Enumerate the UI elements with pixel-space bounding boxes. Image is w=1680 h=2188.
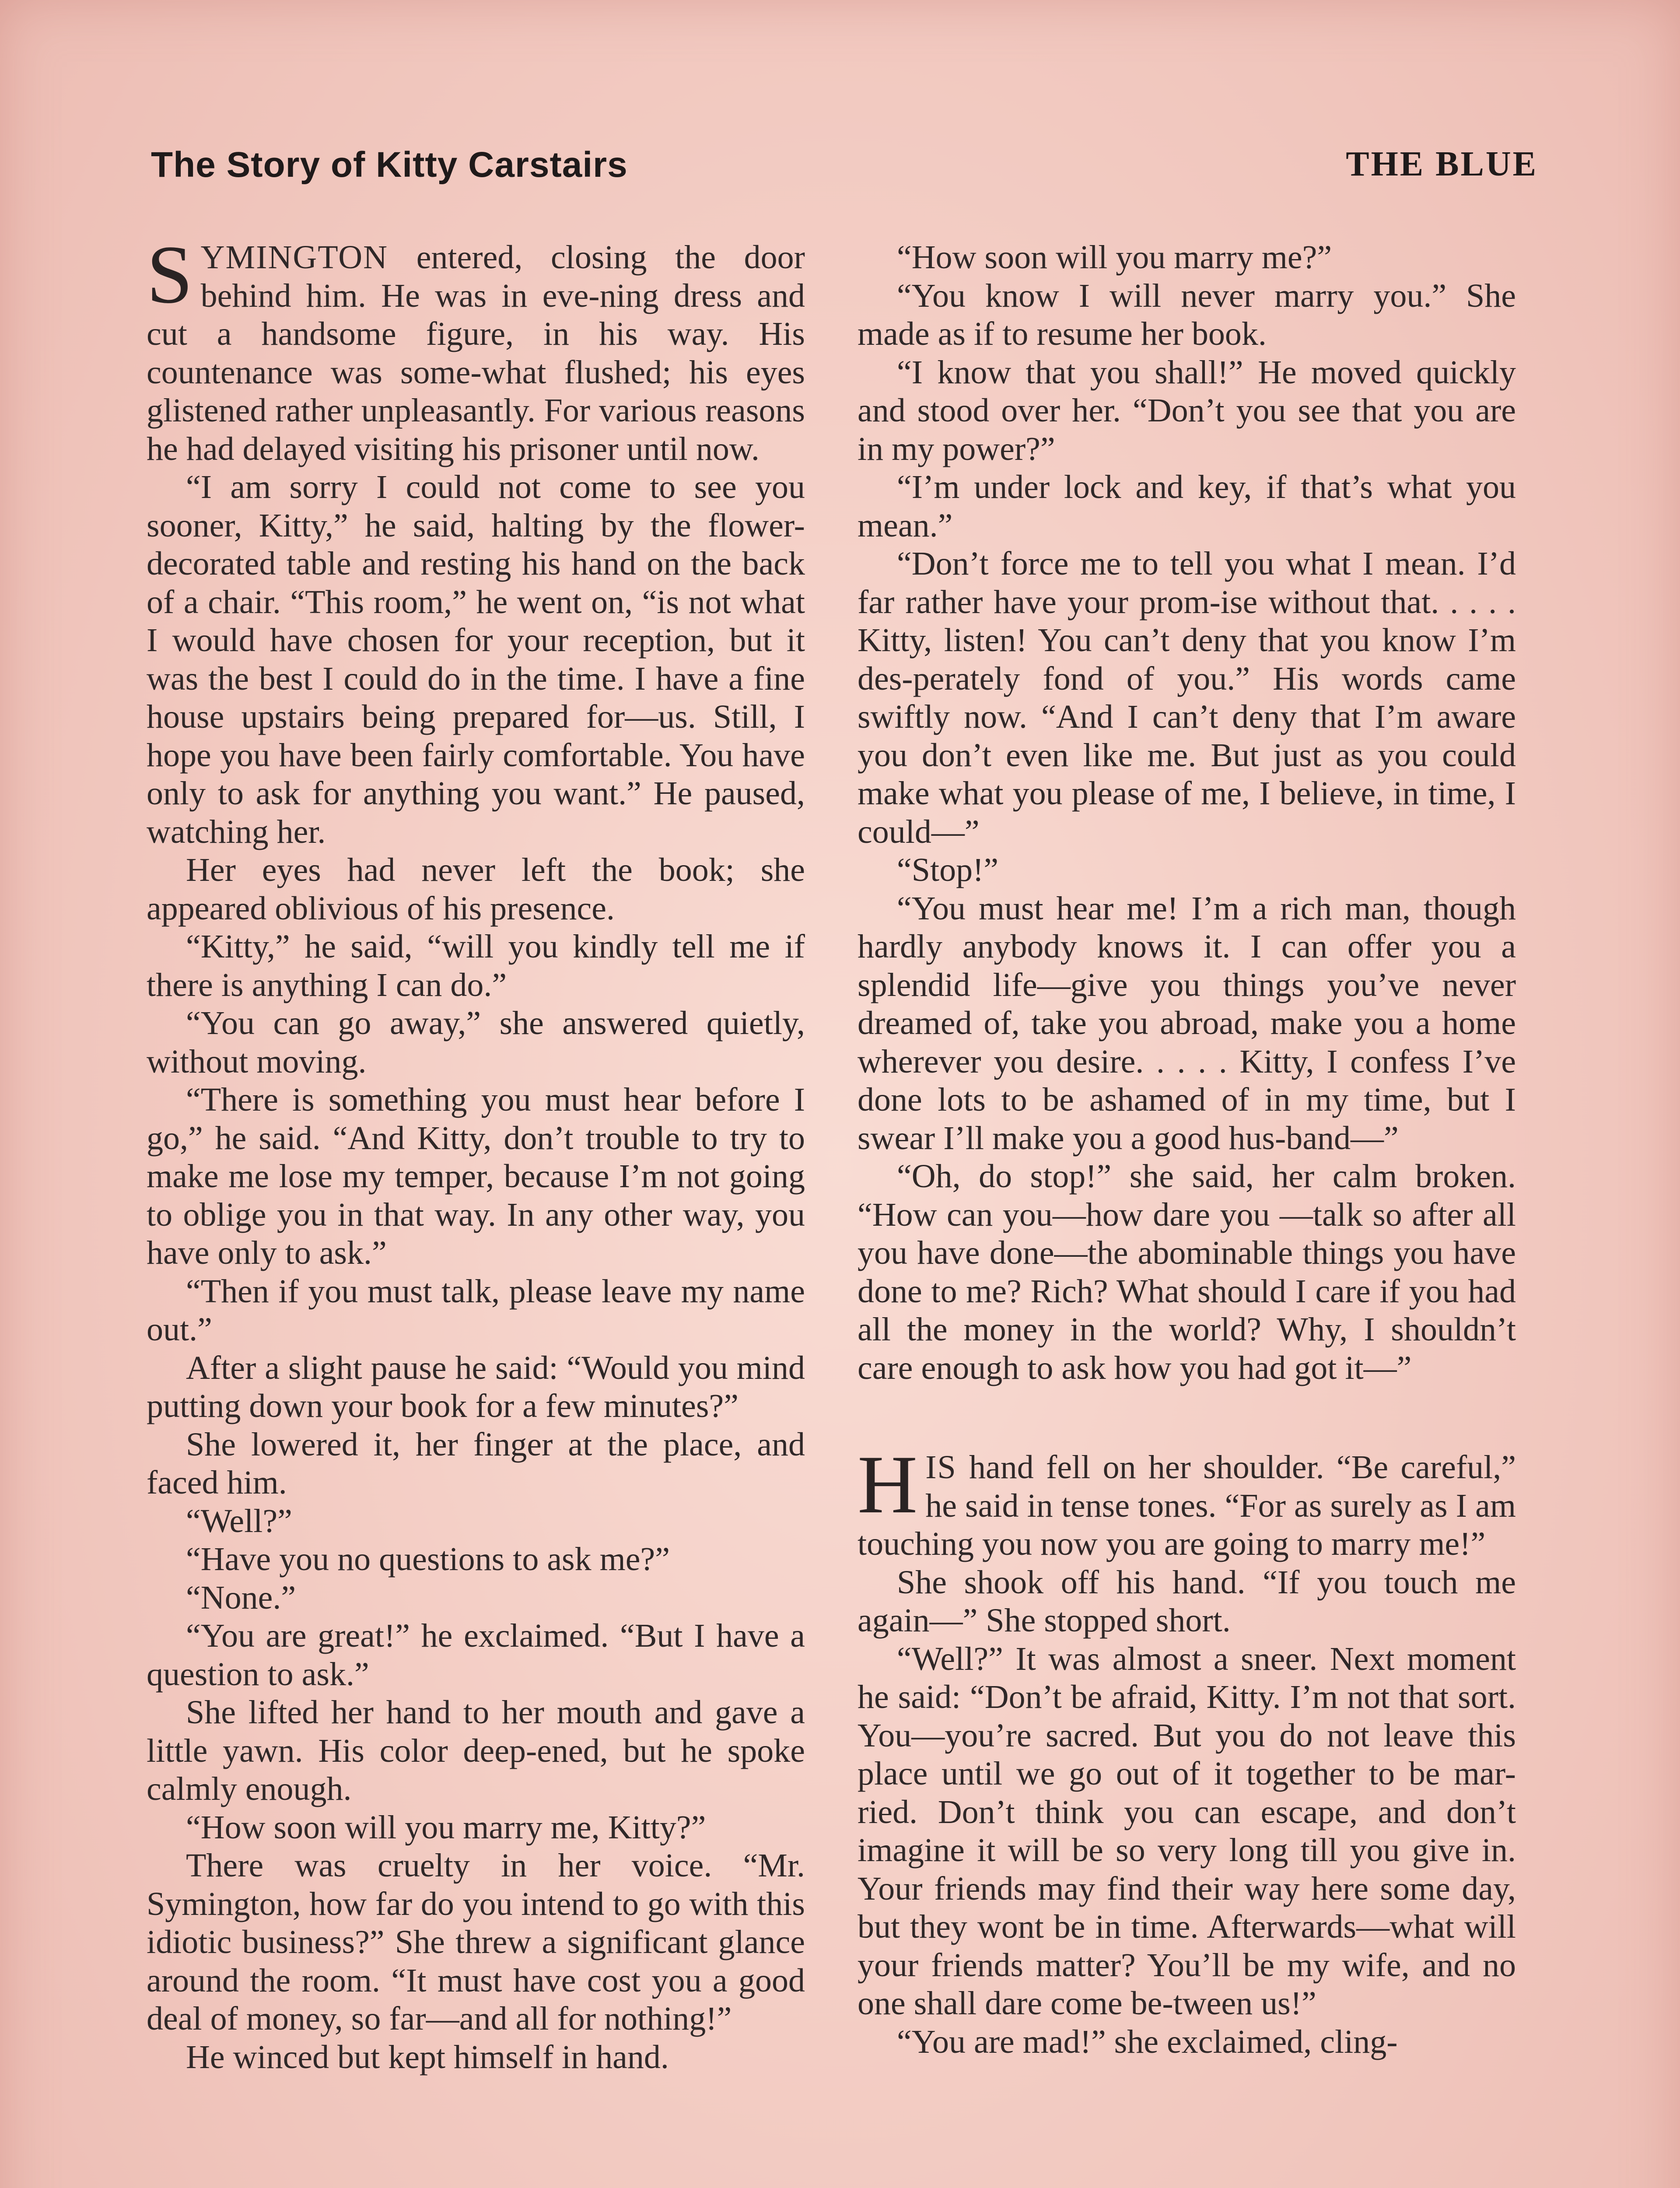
paragraph: “You are great!” he exclaimed. “But I have a question to ask.” [147,1617,805,1693]
paragraph: “You are mad!” she exclaimed, cling- [897,2023,1398,2060]
opening-word: YMINGTON [200,239,388,276]
paragraph: She lifted her hand to her mouth and gave a little yawn. His color deep-ened, but he spoke calmly enough. [147,1694,805,1807]
paragraph: She lowered it, her finger at the place, and faced him. [147,1426,805,1501]
paragraph: “I know that you shall!” He moved quickly and stood over her. “Don’t you see that you are in my power?” [858,354,1516,467]
section-break [858,1387,1516,1448]
paragraph: “None.” [186,1579,296,1616]
paragraph: “Well?” [186,1502,292,1539]
paragraph-text: entered, closing the door behind him. He was in eve-ning dress and cut a handsome figure, in his way. His countenance was some-what flushed; his eyes glistened rather unpleasantly. For various reasons he had delayed visiting his prisoner until now. [147,239,805,467]
drop-cap: H [858,1439,918,1531]
paragraph: She shook off his hand. “If you touch me again—” She stopped short. [858,1564,1516,1639]
paragraph: “Don’t force me to tell you what I mean. I’d far rather have your prom-ise without that. . . . . Kitty, listen! You can’t deny that you know I’m des-perately fond of you.” His words came swiftly now. “And I can’t deny that I’m aware you don’t even like me. But just as you could make what you please of me, I believe, in time, I could—” [858,545,1516,850]
paragraph: “Well?” It was almost a sneer. Next moment he said: “Don’t be afraid, Kitty. I’m not that sort. You—you’re sacred. But you do not leave this place until we go out of it together to be mar-ried. Don’t think you can escape, and don’t imagine it will be so very long till you give in. Your friends may find their way here some day, but they wont be in time. Afterwards—what will your friends matter? You’ll be my wife, and no one shall dare come be-tween us!” [858,1640,1516,2022]
paragraph: He winced but kept himself in hand. [186,2038,669,2076]
right-column [858,238,1516,2061]
drop-cap: S [147,229,193,321]
paragraph: Her eyes had never left the book; she appeared oblivious of his presence. [147,852,805,927]
paragraph: “There is something you must hear before I go,” he said. “And Kitty, don’t trouble to try to make me lose my temper, because I’m not going to oblige you in that way. In any other way, you have only to ask.” [147,1081,805,1271]
paragraph: “Then if you must talk, please leave my name out.” [147,1273,805,1348]
opening-word: IS [925,1449,957,1486]
running-header [151,144,1538,197]
paragraph: “I’m under lock and key, if that’s what you mean.” [858,469,1516,544]
opening-paragraph [147,229,805,468]
section-opening-paragraph [858,1439,1516,1564]
paragraph: “You must hear me! I’m a rich man, though hardly anybody knows it. I can offer you a splendid life—give you things you’ve never dreamed of, take you abroad, make you a home wherever you desire. . . . . Kitty, I confess I’ve done lots to be ashamed of in my time, but I swear I’ll make you a good hus-band—” [858,890,1516,1157]
left-column [147,229,805,2076]
paragraph-text: hand fell on her shoulder. “Be careful,” he said in tense tones. “For as surely as I am touching you now you are going to marry me!” [858,1449,1516,1562]
paragraph: “You know I will never marry you.” She made as if to resume her book. [858,277,1516,352]
paragraph: “You can go away,” she answered quietly, without moving. [147,1005,805,1080]
paragraph: “Oh, do stop!” she said, her calm broken. “How can you—how dare you —talk so after all you have done—the abominable things you have done to me? Rich? What should I care if you had all the money in the world? Why, I shouldn’t care enough to ask how you had got it—” [858,1158,1516,1386]
paragraph: “Kitty,” he said, “will you kindly tell me if there is anything I can do.” [147,928,805,1003]
paragraph: After a slight pause he said: “Would you mind putting down your book for a few minutes?” [147,1349,805,1424]
paragraph: “How soon will you marry me, Kitty?” [186,1809,706,1846]
paragraph: “Stop!” [897,852,999,888]
story-title: The Story of Kitty Carstairs [151,145,628,185]
paragraph: “How soon will you marry me?” [897,239,1332,276]
paragraph: “I am sorry I could not come to see you sooner, Kitty,” he said, halting by the flower-decorated table and resting his hand on the back of a chair. “This room,” he went on, “is not what I would have chosen for your reception, but it was the best I could do in the time. I have a fine house upstairs being prepared for—us. Still, I hope you have been fairly comfortable. You have only to ask for anything you want.” He paused, watching her. [147,469,805,850]
magazine-name: THE BLUE [1346,145,1538,183]
paragraph: There was cruelty in her voice. “Mr. Symington, how far do you intend to go with this idiotic business?” She threw a significant glance around the room. “It must have cost you a good deal of money, so far—and all for nothing!” [147,1847,805,2037]
paragraph: “Have you no questions to ask me?” [186,1541,670,1578]
